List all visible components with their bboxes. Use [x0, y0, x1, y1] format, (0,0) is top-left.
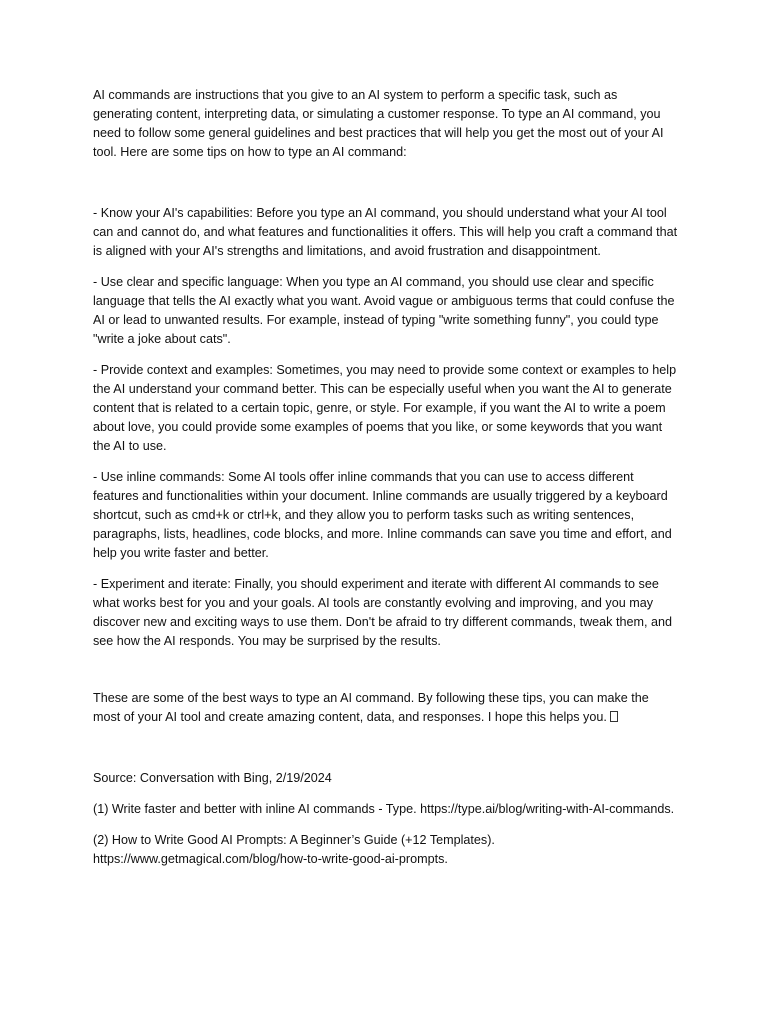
tip-paragraph-experiment: - Experiment and iterate: Finally, you should experiment and iterate with different AI commands to see what works best for you and your goals. AI tools are constantly evolving and improving, and you may discover new and exciting ways to use them. Don't be afraid to try different commands, tweak them, and see how the AI responds. You may be surprised by the results.: [93, 577, 672, 648]
tip-paragraph-inline-commands: - Use inline commands: Some AI tools offer inline commands that you can use to access different features and functionalities within your document. Inline commands are usually triggered by a keyboard shortcut, such as cmd+k or ctrl+k, and they allow you to perform tasks such as writing sentences, paragraphs, lists, headlines, code blocks, and more. Inline commands can save you time and effort, and help you write faster and better.: [93, 470, 672, 560]
spacer: [93, 663, 678, 689]
reference-item-2: (2) How to Write Good AI Prompts: A Beginner’s Guide (+12 Templates). https://www.getmagical.com/blog/how-to-write-good-ai-prompts.: [93, 833, 495, 866]
spacer: [93, 174, 678, 204]
conclusion-paragraph: [93, 689, 678, 727]
conclusion-text: These are some of the best ways to type an AI command. By following these tips, you can make the most of your AI tool and create amazing content, data, and responses. I hope this helps you.: [93, 691, 649, 724]
reference-item-1: (1) Write faster and better with inline AI commands - Type. https://type.ai/blog/writing-with-AI-commands.: [93, 802, 675, 816]
tip-paragraph-context-examples: - Provide context and examples: Sometimes, you may need to provide some context or examples to help the AI understand your command better. This can be especially useful when you want the AI to generate content that is related to a certain topic, genre, or style. For example, if you want the AI to write a poem about love, you could provide some examples of poems that you like, or some keywords that you want the AI to use.: [93, 363, 677, 453]
missing-glyph-icon: [610, 711, 618, 722]
tip-paragraph-clear-language: - Use clear and specific language: When you type an AI command, you should use clear and specific language that tells the AI exactly what you want. Avoid vague or ambiguous terms that could confuse the AI or lead to unwanted results. For example, instead of typing "write something funny", you could type "write a joke about cats".: [93, 275, 675, 346]
source-line: Source: Conversation with Bing, 2/19/2024: [93, 771, 332, 785]
intro-paragraph: AI commands are instructions that you give to an AI system to perform a specific task, such as generating content, interpreting data, or simulating a customer response. To type an AI command, you need to follow some general guidelines and best practices that will help you get the most out of your AI tool. Here are some tips on how to type an AI command:: [93, 88, 664, 159]
document-page: [93, 86, 678, 881]
spacer: [93, 739, 678, 769]
tip-paragraph-capabilities: - Know your AI's capabilities: Before you type an AI command, you should understand what your AI tool can and cannot do, and what features and functionalities it offers. This will help you craft a command that is aligned with your AI's strengths and limitations, and avoid frustration and disappointment.: [93, 206, 678, 258]
